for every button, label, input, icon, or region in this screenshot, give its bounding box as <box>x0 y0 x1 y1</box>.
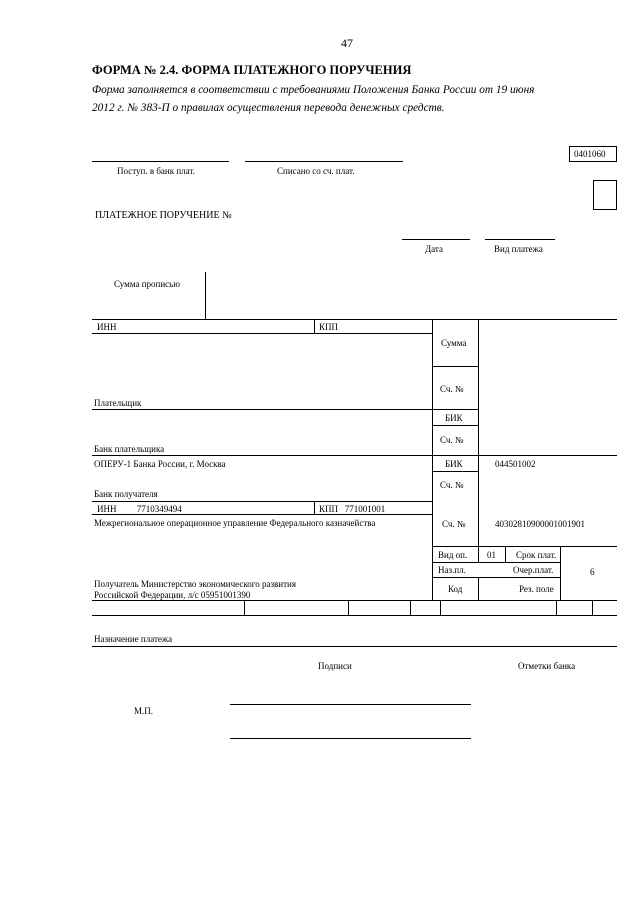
payee-kpp: КПП 771001001 <box>319 504 386 514</box>
stamp-label: М.П. <box>134 706 154 716</box>
payee-org: Межрегиональное операционное управление Федерального казначейства <box>94 518 376 528</box>
priority-value: 6 <box>590 567 595 577</box>
form-heading: ФОРМА № 2.4. ФОРМА ПЛАТЕЖНОГО ПОРУЧЕНИЯ <box>92 63 412 77</box>
op-type-label: Вид оп. <box>438 550 468 560</box>
intro-line-1: Форма заполняется в соответствии с требованиями Положения Банка России от 19 июня <box>92 84 535 96</box>
signature-line-1[interactable] <box>230 704 471 705</box>
amount-words-field[interactable] <box>206 272 617 318</box>
grid-line <box>432 425 478 426</box>
grid-line <box>92 501 432 502</box>
grid-line <box>478 546 479 562</box>
form-code: 0401060 <box>574 149 606 159</box>
received-line[interactable] <box>92 161 229 162</box>
grid-line <box>432 577 560 578</box>
payer-account-label: Сч. № <box>440 384 464 394</box>
amount-words-label: Сумма прописью <box>114 279 181 289</box>
payment-type-label: Вид платежа <box>494 244 543 254</box>
signatures-label: Подписи <box>318 661 352 671</box>
grid-line <box>92 319 617 320</box>
grid-line <box>92 646 617 647</box>
grid-line <box>592 600 593 615</box>
code-label: Код <box>448 584 463 594</box>
payer-label: Плательщик <box>94 398 142 408</box>
grid-line <box>92 600 617 601</box>
grid-line <box>92 333 432 334</box>
intro-line-2: 2012 г. № 383-П о правилах осуществления перевода денежных средств. <box>92 102 445 114</box>
payee-bank-bik: 044501002 <box>495 459 536 469</box>
op-type-value: 01 <box>487 550 496 560</box>
payee-account: 40302810900001001901 <box>495 519 585 529</box>
grid-line <box>432 366 478 367</box>
bank-marks-label: Отметки банка <box>518 661 576 671</box>
grid-line <box>440 600 441 615</box>
grid-line <box>92 409 478 410</box>
signature-line-2[interactable] <box>230 738 471 739</box>
payer-inn-label: ИНН <box>97 322 117 332</box>
payment-type-line[interactable] <box>485 239 555 240</box>
grid-line <box>432 546 617 547</box>
grid-line <box>92 455 617 456</box>
status-box[interactable] <box>593 180 617 210</box>
order-title: ПЛАТЕЖНОЕ ПОРУЧЕНИЕ № <box>95 210 232 221</box>
payee-bank-label: Банк получателя <box>94 489 158 499</box>
grid-line <box>505 546 506 562</box>
payee-bank-account-label: Сч. № <box>440 480 464 490</box>
grid-line <box>92 615 617 616</box>
grid-line <box>92 514 432 515</box>
payee-bank-name: ОПЕРУ-1 Банка России, г. Москва <box>94 459 226 469</box>
payer-bank-bik-label: БИК <box>445 413 463 423</box>
grid-line <box>478 319 479 546</box>
grid-line <box>432 471 478 472</box>
grid-line <box>560 546 561 600</box>
payee-bank-bik-label: БИК <box>445 459 463 469</box>
priority-label: Очер.плат. <box>513 565 554 575</box>
grid-line <box>556 600 557 615</box>
date-line[interactable] <box>402 239 470 240</box>
grid-line <box>314 319 315 333</box>
payer-bank-account-label: Сч. № <box>440 435 464 445</box>
grid-line <box>478 577 479 600</box>
grid-line <box>314 501 315 514</box>
reserve-label: Рез. поле <box>519 584 554 594</box>
page-number: 47 <box>341 36 353 50</box>
debited-line[interactable] <box>245 161 403 162</box>
date-label: Дата <box>425 244 443 254</box>
sum-label: Сумма <box>441 338 467 348</box>
payee-line-2: Российской Федерации, л/с 05951001390 <box>94 590 251 600</box>
received-label: Поступ. в банк плат. <box>117 166 195 176</box>
payee-account-label: Сч. № <box>442 519 466 529</box>
payer-kpp-label: КПП <box>319 322 339 332</box>
grid-line <box>410 600 411 615</box>
grid-line <box>432 319 433 600</box>
payer-bank-label: Банк плательщика <box>94 444 165 454</box>
grid-line <box>348 600 349 615</box>
grid-line <box>244 600 245 615</box>
payee-line-1: Получатель Министерство экономического развития <box>94 579 296 589</box>
grid-line <box>432 562 560 563</box>
payee-inn: ИНН 7710349494 <box>97 504 182 514</box>
due-date-label: Срок плат. <box>516 550 557 560</box>
purpose-label: Назначение платежа <box>94 634 173 644</box>
debited-label: Списано со сч. плат. <box>277 166 355 176</box>
purpose-code-label: Наз.пл. <box>438 565 466 575</box>
